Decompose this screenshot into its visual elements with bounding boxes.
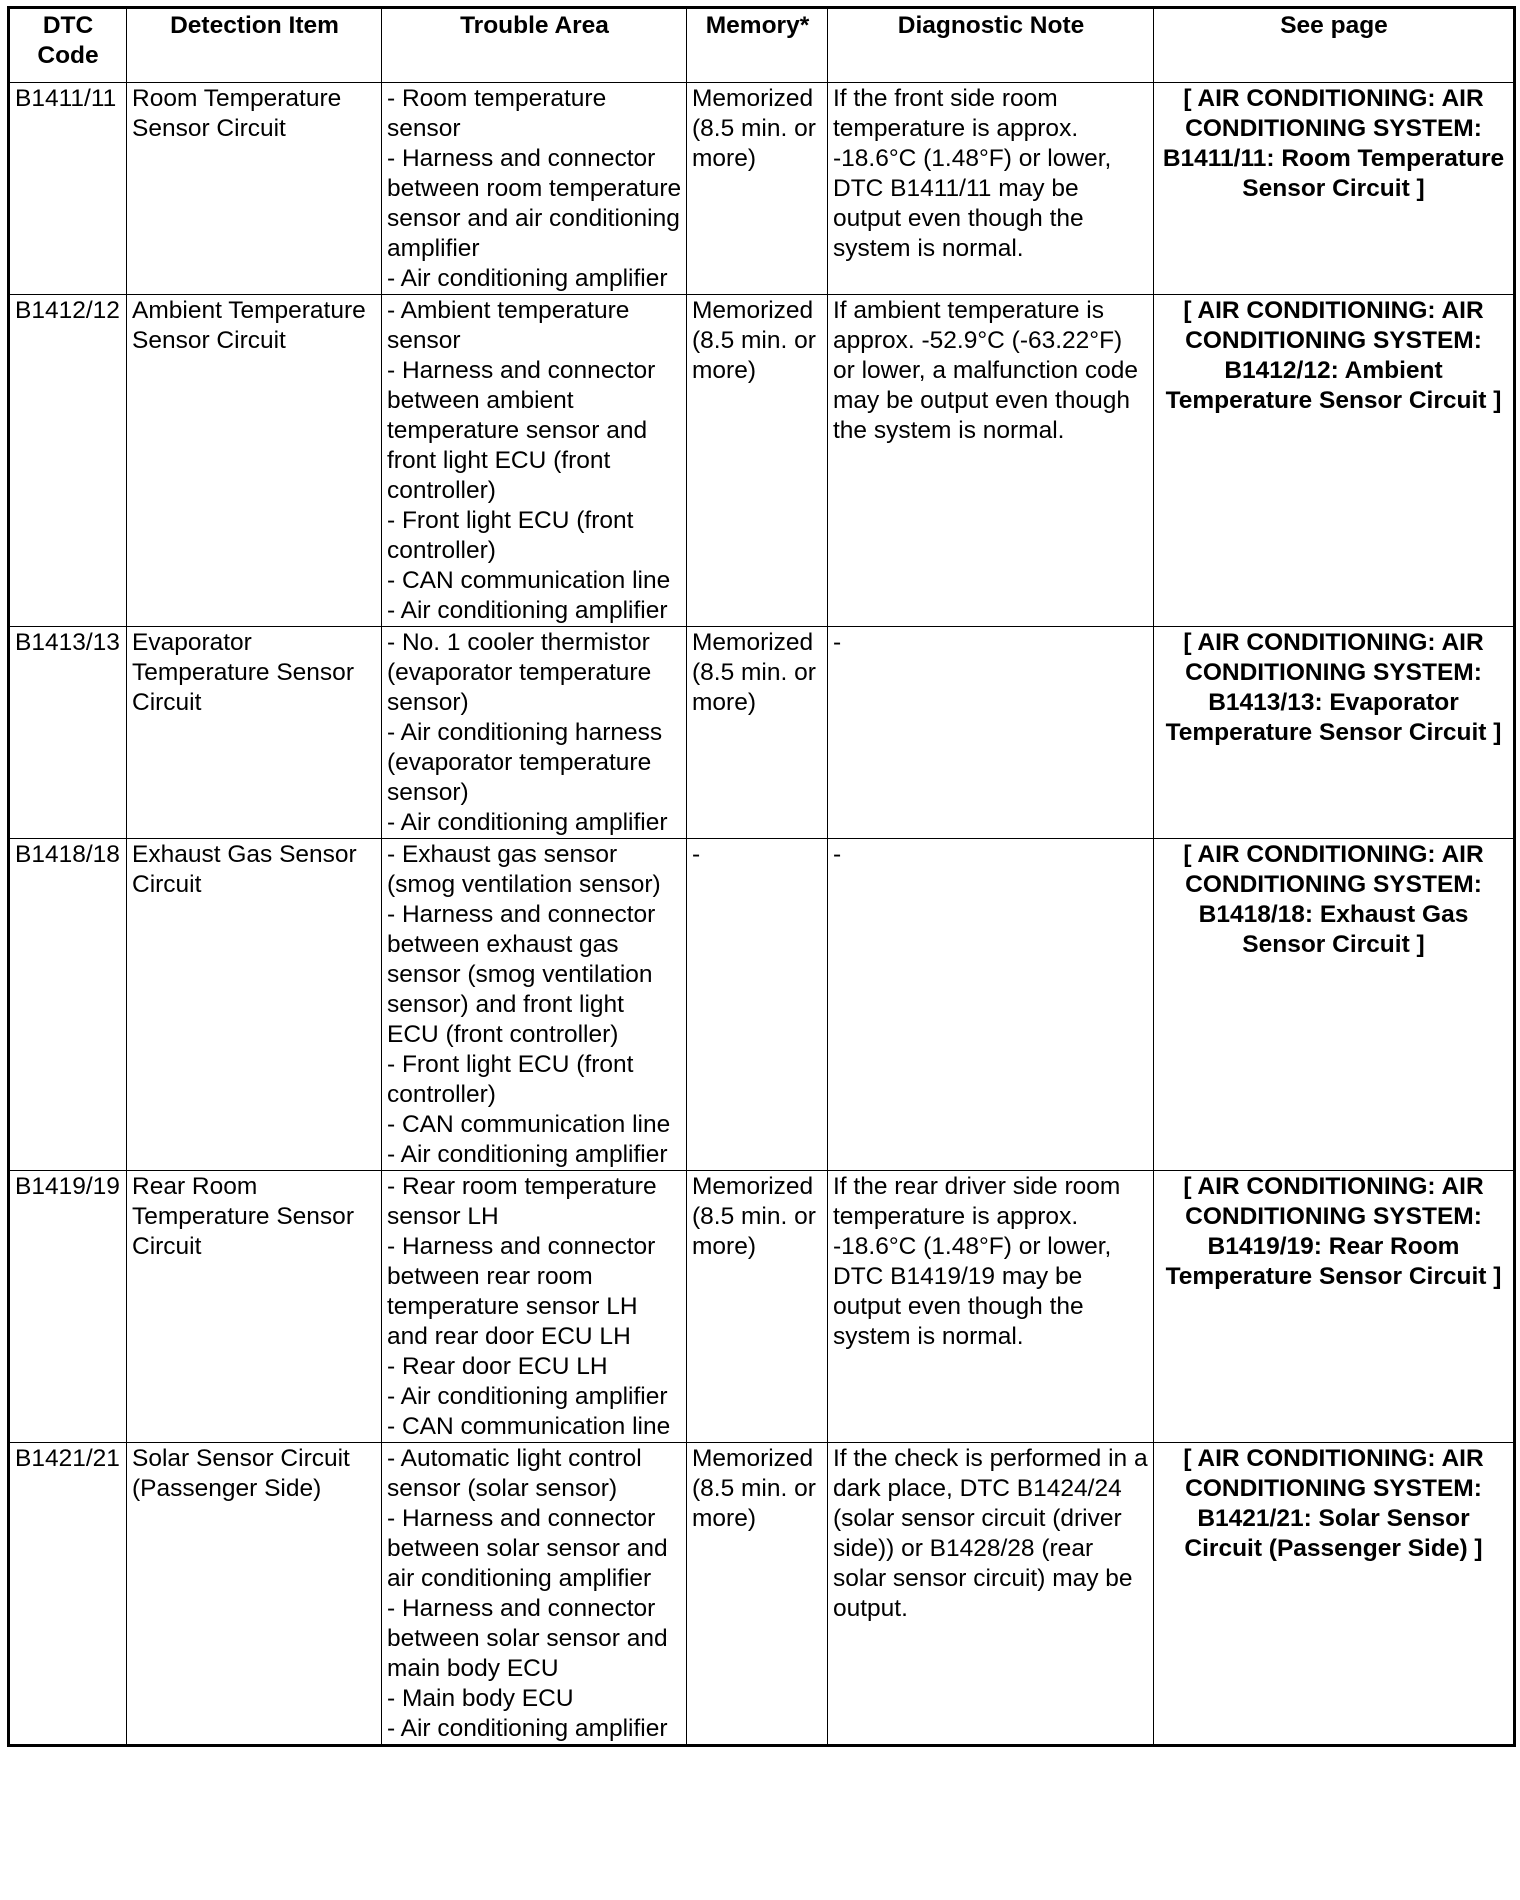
diagnostic-note-cell: - (828, 839, 1154, 1171)
trouble-area-cell (382, 83, 687, 295)
diagnostic-note-cell: If the front side room temperature is approx. -18.6°C (1.48°F) or lower, DTC B1411/11 may be output even though the system is normal. (828, 83, 1154, 295)
header-trouble-area: Trouble Area (382, 8, 687, 83)
header-memory: Memory* (687, 8, 828, 83)
detection-item-cell: Evaporator Temperature Sensor Circuit (127, 627, 382, 839)
detection-item-cell: Solar Sensor Circuit (Passenger Side) (127, 1443, 382, 1746)
dtc-code-cell: B1418/18 (9, 839, 127, 1171)
detection-item-cell: Ambient Temperature Sensor Circuit (127, 295, 382, 627)
see-page-link[interactable]: [ AIR CONDITIONING: AIR CONDITIONING SYSTEM: B1411/11: Room Temperature Sensor Circuit ] (1154, 83, 1515, 295)
trouble-area-text: - Exhaust gas sensor (smog ventilation sensor) - Harness and connector between exhaust gas sensor (smog ventilation sensor) and front light ECU (front controller) - Front light ECU (front controller) - CAN communication line - Air conditioning amplifier (387, 841, 671, 1168)
table-row (9, 627, 1515, 839)
dtc-code-cell: B1411/11 (9, 83, 127, 295)
diagnostic-note-cell: If the check is performed in a dark place, DTC B1424/24 (solar sensor circuit (driver side)) or B1428/28 (rear solar sensor circuit) may be output. (828, 1443, 1154, 1746)
detection-item-cell: Rear Room Temperature Sensor Circuit (127, 1171, 382, 1443)
trouble-area-cell (382, 627, 687, 839)
trouble-area-text: - Rear room temperature sensor LH - Harness and connector between rear room temperature sensor LH and rear door ECU LH - Rear door ECU LH - Air conditioning amplifier - CAN communication line (387, 1173, 671, 1440)
header-see-page: See page (1154, 8, 1515, 83)
table-row (9, 1443, 1515, 1746)
table-row (9, 295, 1515, 627)
dtc-code-cell: B1419/19 (9, 1171, 127, 1443)
see-page-link[interactable]: [ AIR CONDITIONING: AIR CONDITIONING SYSTEM: B1418/18: Exhaust Gas Sensor Circuit ] (1154, 839, 1515, 1171)
trouble-area-cell (382, 1171, 687, 1443)
see-page-link[interactable]: [ AIR CONDITIONING: AIR CONDITIONING SYSTEM: B1412/12: Ambient Temperature Sensor Circuit ] (1154, 295, 1515, 627)
trouble-area-text: - Ambient temperature sensor - Harness and connector between ambient temperature sensor and front light ECU (front controller) - Front light ECU (front controller) - CAN communication line - Air conditioning amplifier (387, 297, 671, 624)
see-page-link[interactable]: [ AIR CONDITIONING: AIR CONDITIONING SYSTEM: B1413/13: Evaporator Temperature Sensor Circuit ] (1154, 627, 1515, 839)
trouble-area-text: - No. 1 cooler thermistor (evaporator temperature sensor) - Air conditioning harness (evaporator temperature sensor) - Air conditioning amplifier (387, 629, 668, 836)
memory-cell: Memorized (8.5 min. or more) (687, 295, 828, 627)
header-dtc-code: DTC Code (9, 8, 127, 83)
see-page-link[interactable]: [ AIR CONDITIONING: AIR CONDITIONING SYSTEM: B1419/19: Rear Room Temperature Sensor Circuit ] (1154, 1171, 1515, 1443)
memory-cell: Memorized (8.5 min. or more) (687, 1443, 828, 1746)
header-diagnostic-note: Diagnostic Note (828, 8, 1154, 83)
dtc-code-cell: B1421/21 (9, 1443, 127, 1746)
memory-cell: - (687, 839, 828, 1171)
table-row (9, 1171, 1515, 1443)
trouble-area-text: - Room temperature sensor - Harness and connector between room temperature sensor and air conditioning amplifier - Air conditioning amplifier (387, 85, 682, 292)
table-row (9, 839, 1515, 1171)
memory-cell: Memorized (8.5 min. or more) (687, 627, 828, 839)
header-detection-item: Detection Item (127, 8, 382, 83)
dtc-table-container (7, 6, 1513, 1747)
memory-cell: Memorized (8.5 min. or more) (687, 83, 828, 295)
memory-cell: Memorized (8.5 min. or more) (687, 1171, 828, 1443)
table-row (9, 83, 1515, 295)
trouble-area-text: - Automatic light control sensor (solar sensor) - Harness and connector between solar sensor and air conditioning amplifier - Harness and connector between solar sensor and main body ECU - Main body ECU - Air conditioning amplifier (387, 1445, 668, 1742)
dtc-table (7, 6, 1516, 1747)
header-row (9, 8, 1515, 83)
see-page-link[interactable]: [ AIR CONDITIONING: AIR CONDITIONING SYSTEM: B1421/21: Solar Sensor Circuit (Passenger Side) ] (1154, 1443, 1515, 1746)
trouble-area-cell (382, 839, 687, 1171)
detection-item-cell: Exhaust Gas Sensor Circuit (127, 839, 382, 1171)
diagnostic-note-cell: If ambient temperature is approx. -52.9°C (-63.22°F) or lower, a malfunction code may be output even though the system is normal. (828, 295, 1154, 627)
diagnostic-note-cell: - (828, 627, 1154, 839)
detection-item-cell: Room Temperature Sensor Circuit (127, 83, 382, 295)
dtc-code-cell: B1412/12 (9, 295, 127, 627)
trouble-area-cell (382, 295, 687, 627)
dtc-code-cell: B1413/13 (9, 627, 127, 839)
trouble-area-cell (382, 1443, 687, 1746)
diagnostic-note-cell: If the rear driver side room temperature is approx. -18.6°C (1.48°F) or lower, DTC B1419/19 may be output even though the system is normal. (828, 1171, 1154, 1443)
